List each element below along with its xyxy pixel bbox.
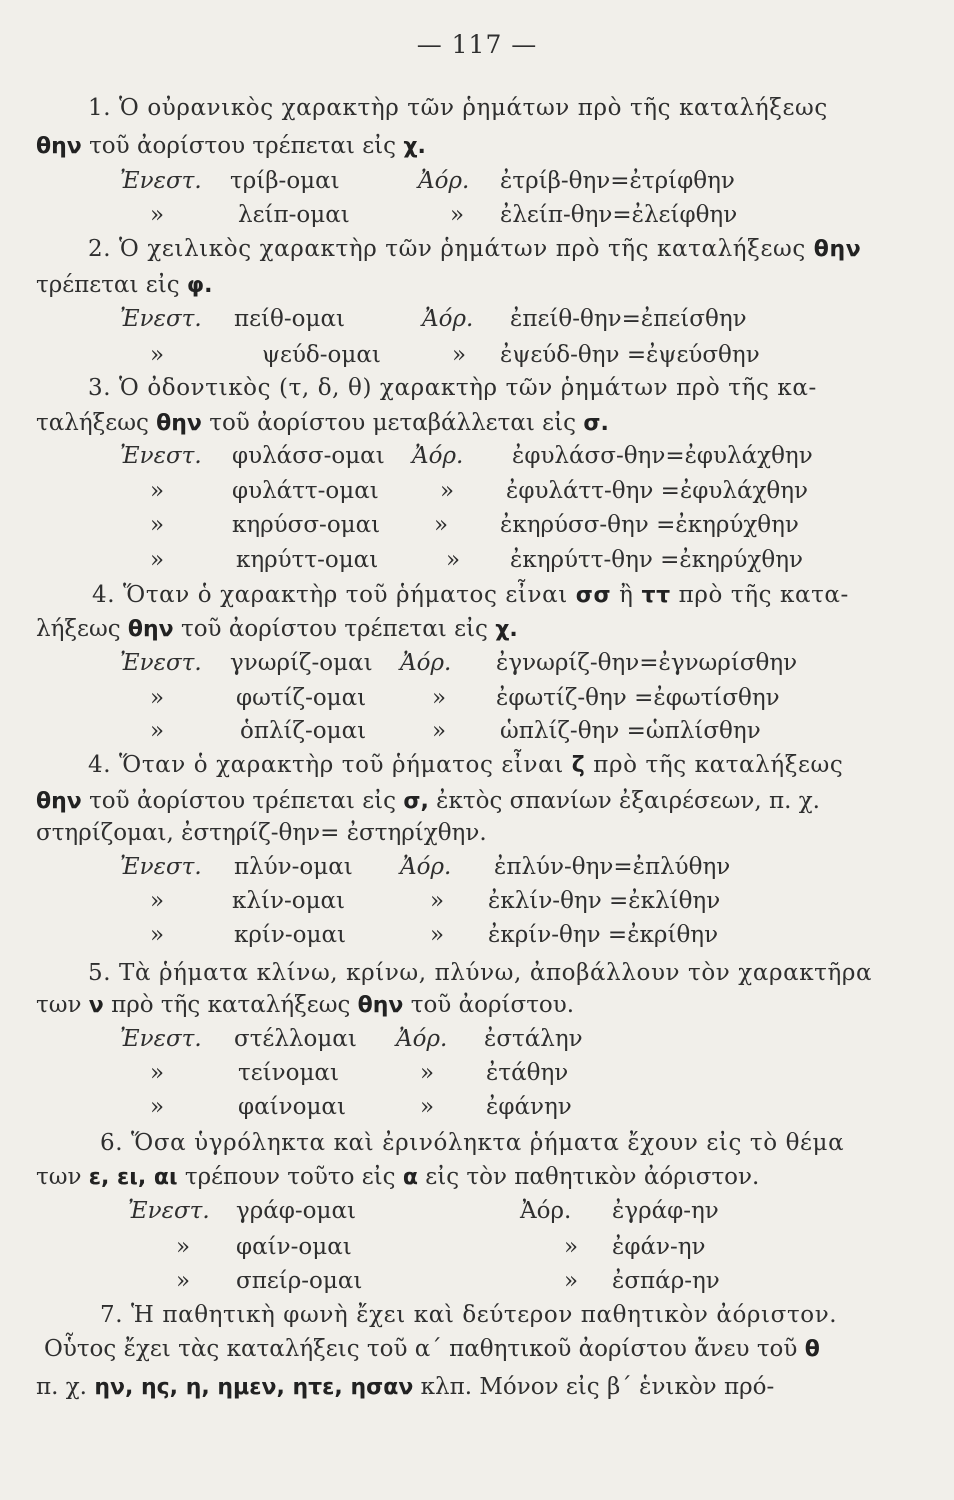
s3-line2: ταλήξεως θην τοῦ ἀορίστου μεταβάλλεται εἰς σ. xyxy=(36,410,609,436)
s7-line3: π. χ. ην, ης, η, ημεν, ητε, ησαν κλπ. Μόνον εἰς β΄ ἑνικὸν πρό- xyxy=(36,1374,775,1400)
example-present: λείπ-ομαι xyxy=(238,202,350,228)
s7-line1: 7. Ἡ παθητικὴ φωνὴ ἔχει καὶ δεύτερον παθητικὸν ἀόριστον. xyxy=(100,1302,838,1328)
s4-line2: λήξεως θην τοῦ ἀορίστου τρέπεται εἰς χ. xyxy=(36,616,518,642)
s2-line1: 2. Ὁ χειλικὸς χαρακτὴρ τῶν ῥημάτων πρὸ τῆς καταλήξεως θην xyxy=(88,236,862,262)
s4b-line2: θην τοῦ ἀορίστου τρέπεται εἰς σ, ἐκτὸς σπανίων ἐξαιρέσεων, π. χ. xyxy=(36,788,820,814)
s5-line1: 5. Τὰ ῥήματα κλίνω, κρίνω, πλύνω, ἀποβάλλουν τὸν χαρακτῆρα xyxy=(88,960,873,986)
s6-line2: των ε, ει, αι τρέπουν τοῦτο εἰς α εἰς τὸν παθητικὸν ἀόριστον. xyxy=(36,1164,760,1190)
s1-line1: 1. Ὁ οὐρανικὸς χαρακτὴρ τῶν ῥημάτων πρὸ τῆς καταλήξεως xyxy=(88,95,828,121)
s3-line1: 3. Ὁ ὀδοντικὸς (τ, δ, θ) χαρακτὴρ τῶν ῥημάτων πρὸ τῆς κα- xyxy=(88,375,817,401)
ditto-mark: » xyxy=(450,202,465,228)
page-number: — 117 — xyxy=(416,30,538,59)
s4b-line1: 4. Ὅταν ὁ χαρακτὴρ τοῦ ῥήματος εἶναι ζ πρὸ τῆς καταλήξεως xyxy=(88,752,844,778)
s5-line2: των ν πρὸ τῆς καταλήξεως θην τοῦ ἀορίστου. xyxy=(36,992,575,1018)
book-page: — 117 — 1. Ὁ οὐρανικὸς χαρακτὴρ τῶν ῥημάτων πρὸ τῆς καταλήξεως θην τοῦ ἀορίστου τρέπεται εἰς χ. Ἐνεστ. τρίβ-ομαι Ἀόρ. ἐτρίβ-θην=ἐτρίφθην » λείπ-ομαι » ἐλείπ-θην=ἐλείφθην 2. Ὁ χειλικὸς χαρακτὴρ τῶν ῥημάτων πρὸ τῆς καταλήξεως θην τρέπεται εἰς φ. Ἐνεστ. πείθ-ομαι Ἀόρ. ἐπείθ-θην=ἐπείσθην » ψεύδ-ομαι » ἐψεύδ-θην =ἐψεύσθην 3. Ὁ ὀδοντικὸς (τ, δ, θ) χαρακτὴρ τῶν ῥημάτων πρὸ τῆς κα- ταλήξεως θην τοῦ ἀορίστου μεταβάλλεται εἰς σ. Ἐνεστ. φυλάσσ-ομαι Ἀόρ. ἐφυλάσσ-θην=ἐφυλάχθην » φυλάττ-ομαι » ἐφυλάττ-θην =ἐφυλάχθην » κηρύσσ-ομαι » ἐκηρύσσ-θην =ἐκηρύχθην » κηρύττ-ομαι » ἐκηρύττ-θην =ἐκηρύχθην 4. Ὅταν ὁ χαρακτὴρ τοῦ ῥήματος εἶναι σσ ἢ ττ πρὸ τῆς κατα- λήξεως θην τοῦ ἀορίστου τρέπεται εἰς χ. Ἐνεστ. γνωρίζ-ομαι Ἀόρ. ἐγνωρίζ-θην=ἐγνωρίσθην » φωτίζ-ομαι » ἐφωτίζ-θην =ἐφωτίσθην » ὁπλίζ-ομαι » ὡπλίζ-θην =ὡπλίσθην 4. Ὅταν ὁ χαρακτὴρ τοῦ ῥήματος εἶναι ζ πρὸ τῆς καταλήξεως θην τοῦ ἀορίστου τρέπεται εἰς σ, ἐκτὸς σπανίων ἐξαιρέσεων, π. χ. στηρίζομαι, ἐστηρίζ-θην= ἐστηρίχθην. Ἐνεστ. πλύν-ομαι Ἀόρ. ἐπλύν-θην=ἐπλύθην » κλίν-ομαι » ἐκλίν-θην =ἐκλίθην » κρίν-ομαι » ἐκρίν-θην =ἐκρίθην 5. Τὰ ῥήματα κλίνω, κρίνω, πλύνω, ἀποβάλλουν τὸν χαρακτῆρα των ν πρὸ τῆς καταλήξεως θην τοῦ ἀορίστου. Ἐνεστ. στέλλομαι Ἀόρ. ἐστάλην » τείνομαι » ἐτάθην » φαίνομαι » ἐφάνην 6. Ὅσα ὑγρόληκτα καὶ ἐρινόληκτα ῥήματα ἔχουν εἰς τὸ θέμα των ε, ει, αι τρέπουν τοῦτο εἰς α εἰς τὸν παθητικὸν ἀόριστον. Ἐνεστ. γράφ-ομαι Ἀόρ. ἐγράφ-ην » φαίν-ομαι » ἐφάν-ην » σπείρ-ομαι » ἐσπάρ-ην 7. Ἡ παθητικὴ φωνὴ ἔχει καὶ δεύτερον παθητικὸν ἀόριστον. Οὗτος ἔχει τὰς καταλήξεις τοῦ α΄ παθητικοῦ ἀορίστου ἄνευ τοῦ θ π. χ. ην, ης, η, ημεν, ητε, ησαν κλπ. Μόνον εἰς β΄ ἑνικὸν πρό- xyxy=(0,0,954,1500)
example-aorist: ἐλείπ-θην=ἐλείφθην xyxy=(500,202,738,228)
s1-line2: θην τοῦ ἀορίστου τρέπεται εἰς χ. xyxy=(36,133,426,159)
s7-line2: Οὗτος ἔχει τὰς καταλήξεις τοῦ α΄ παθητικοῦ ἀορίστου ἄνευ τοῦ θ xyxy=(44,1336,820,1362)
s6-line1: 6. Ὅσα ὑγρόληκτα καὶ ἐρινόληκτα ῥήματα ἔχουν εἰς τὸ θέμα xyxy=(100,1130,845,1156)
example-aorist: ἐτρίβ-θην=ἐτρίφθην xyxy=(500,168,735,194)
example-label: Ἐνεστ. xyxy=(120,168,202,194)
example-label: Ἀόρ. xyxy=(418,168,470,194)
s2-line2: τρέπεται εἰς φ. xyxy=(36,272,213,298)
ditto-mark: » xyxy=(150,202,165,228)
example-present: τρίβ-ομαι xyxy=(230,168,340,194)
ending-thin: θην xyxy=(36,134,82,159)
s4b-line3: στηρίζομαι, ἐστηρίζ-θην= ἐστηρίχθην. xyxy=(36,820,487,846)
s4-line1: 4. Ὅταν ὁ χαρακτὴρ τοῦ ῥήματος εἶναι σσ ἢ ττ πρὸ τῆς κατα- xyxy=(92,582,849,608)
